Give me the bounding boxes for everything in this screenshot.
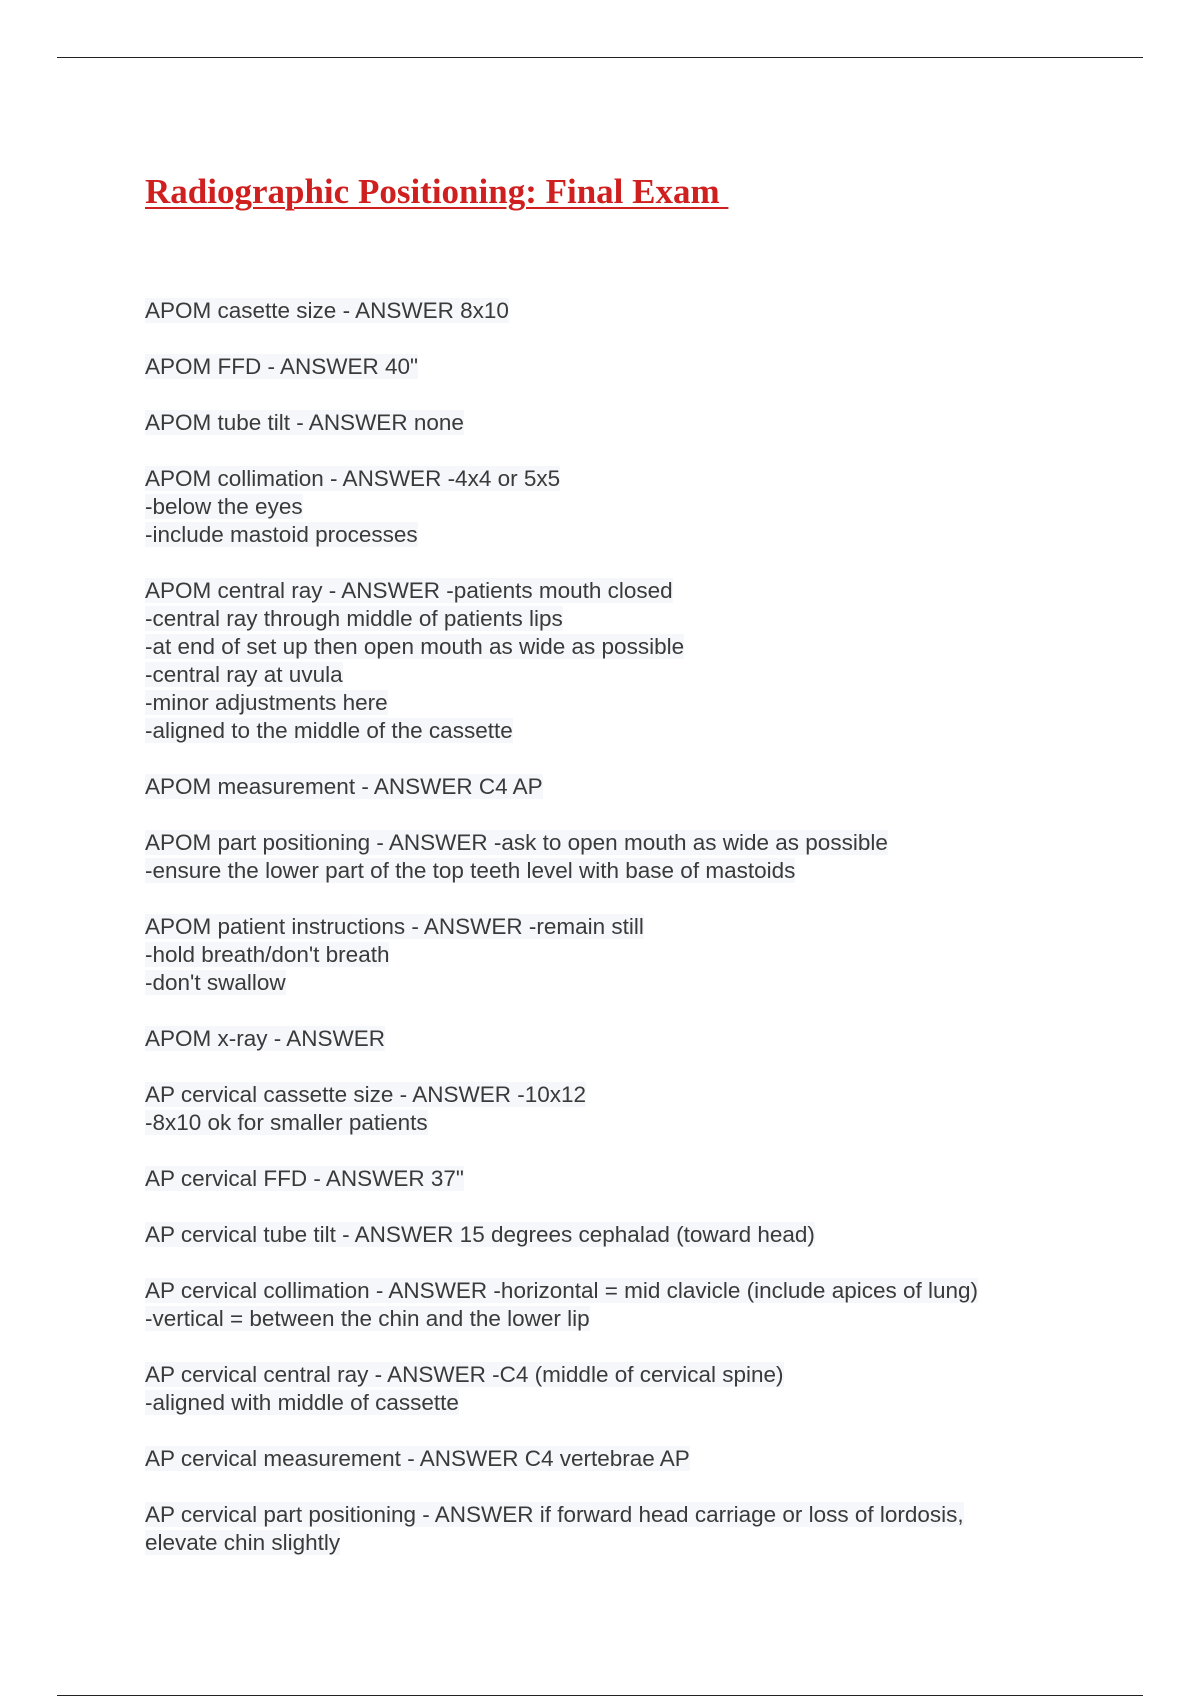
- qa-entry: [145, 1165, 1145, 1193]
- qa-line-text: AP cervical cassette size - ANSWER -10x12: [145, 1082, 586, 1107]
- qa-answer-line: [145, 521, 1145, 549]
- qa-line-text: APOM central ray - ANSWER -patients mouth closed: [145, 578, 673, 603]
- qa-answer-line: [145, 661, 1145, 689]
- qa-entry: [145, 577, 1145, 745]
- qa-question-line: [145, 1501, 1145, 1529]
- qa-line-text: APOM measurement - ANSWER C4 AP: [145, 774, 543, 799]
- qa-question-line: [145, 297, 1145, 325]
- qa-line-text: -aligned to the middle of the cassette: [145, 718, 513, 743]
- qa-line-text: -central ray through middle of patients lips: [145, 606, 563, 631]
- qa-line-text: AP cervical collimation - ANSWER -horizontal = mid clavicle (include apices of lung): [145, 1278, 979, 1303]
- qa-line-text: -below the eyes: [145, 494, 303, 519]
- bottom-rule: [57, 1695, 1143, 1696]
- qa-answer-line: [145, 1529, 1145, 1557]
- qa-line-text: -central ray at uvula: [145, 662, 343, 687]
- qa-entry: [145, 1221, 1145, 1249]
- qa-question-line: [145, 1025, 1145, 1053]
- qa-answer-line: [145, 1389, 1145, 1417]
- qa-answer-line: [145, 1109, 1145, 1137]
- qa-line-text: elevate chin slightly: [145, 1530, 341, 1555]
- qa-answer-line: [145, 717, 1145, 745]
- qa-question-line: [145, 773, 1145, 801]
- qa-list: [145, 297, 1145, 1585]
- qa-question-line: [145, 353, 1145, 381]
- qa-answer-line: [145, 493, 1145, 521]
- qa-question-line: [145, 1081, 1145, 1109]
- qa-answer-line: [145, 605, 1145, 633]
- qa-entry: [145, 465, 1145, 549]
- document-title: Radiographic Positioning: Final Exam: [145, 172, 729, 211]
- qa-question-line: [145, 913, 1145, 941]
- qa-entry: [145, 409, 1145, 437]
- qa-line-text: -hold breath/don't breath: [145, 942, 390, 967]
- qa-entry: [145, 1277, 1145, 1333]
- qa-line-text: -aligned with middle of cassette: [145, 1390, 459, 1415]
- qa-question-line: [145, 465, 1145, 493]
- qa-entry: [145, 1361, 1145, 1417]
- qa-line-text: APOM FFD - ANSWER 40": [145, 354, 419, 379]
- qa-entry: [145, 773, 1145, 801]
- qa-entry: [145, 1025, 1145, 1053]
- qa-question-line: [145, 409, 1145, 437]
- top-rule: [57, 57, 1143, 58]
- qa-line-text: APOM collimation - ANSWER -4x4 or 5x5: [145, 466, 561, 491]
- qa-question-line: [145, 1221, 1145, 1249]
- qa-line-text: APOM casette size - ANSWER 8x10: [145, 298, 509, 323]
- qa-line-text: AP cervical measurement - ANSWER C4 vertebrae AP: [145, 1446, 690, 1471]
- qa-answer-line: [145, 857, 1145, 885]
- qa-answer-line: [145, 633, 1145, 661]
- qa-entry: [145, 297, 1145, 325]
- qa-answer-line: [145, 941, 1145, 969]
- qa-entry: [145, 1501, 1145, 1557]
- qa-line-text: AP cervical tube tilt - ANSWER 15 degrees cephalad (toward head): [145, 1222, 815, 1247]
- qa-line-text: -include mastoid processes: [145, 522, 418, 547]
- qa-question-line: [145, 1361, 1145, 1389]
- qa-line-text: APOM x-ray - ANSWER: [145, 1026, 386, 1051]
- qa-question-line: [145, 577, 1145, 605]
- qa-entry: [145, 829, 1145, 885]
- qa-question-line: [145, 1277, 1145, 1305]
- qa-entry: [145, 1081, 1145, 1137]
- qa-line-text: -minor adjustments here: [145, 690, 388, 715]
- qa-line-text: AP cervical part positioning - ANSWER if forward head carriage or loss of lordosis,: [145, 1502, 964, 1527]
- qa-line-text: -at end of set up then open mouth as wide as possible: [145, 634, 685, 659]
- qa-line-text: -ensure the lower part of the top teeth level with base of mastoids: [145, 858, 796, 883]
- qa-question-line: [145, 829, 1145, 857]
- qa-line-text: AP cervical central ray - ANSWER -C4 (middle of cervical spine): [145, 1362, 784, 1387]
- qa-line-text: -8x10 ok for smaller patients: [145, 1110, 428, 1135]
- qa-answer-line: [145, 1305, 1145, 1333]
- qa-line-text: -vertical = between the chin and the lower lip: [145, 1306, 590, 1331]
- qa-answer-line: [145, 969, 1145, 997]
- qa-entry: [145, 353, 1145, 381]
- qa-line-text: APOM part positioning - ANSWER -ask to open mouth as wide as possible: [145, 830, 888, 855]
- qa-line-text: AP cervical FFD - ANSWER 37": [145, 1166, 464, 1191]
- qa-entry: [145, 913, 1145, 997]
- qa-line-text: APOM tube tilt - ANSWER none: [145, 410, 464, 435]
- qa-line-text: APOM patient instructions - ANSWER -remain still: [145, 914, 644, 939]
- qa-answer-line: [145, 689, 1145, 717]
- qa-question-line: [145, 1445, 1145, 1473]
- qa-question-line: [145, 1165, 1145, 1193]
- qa-entry: [145, 1445, 1145, 1473]
- qa-line-text: -don't swallow: [145, 970, 286, 995]
